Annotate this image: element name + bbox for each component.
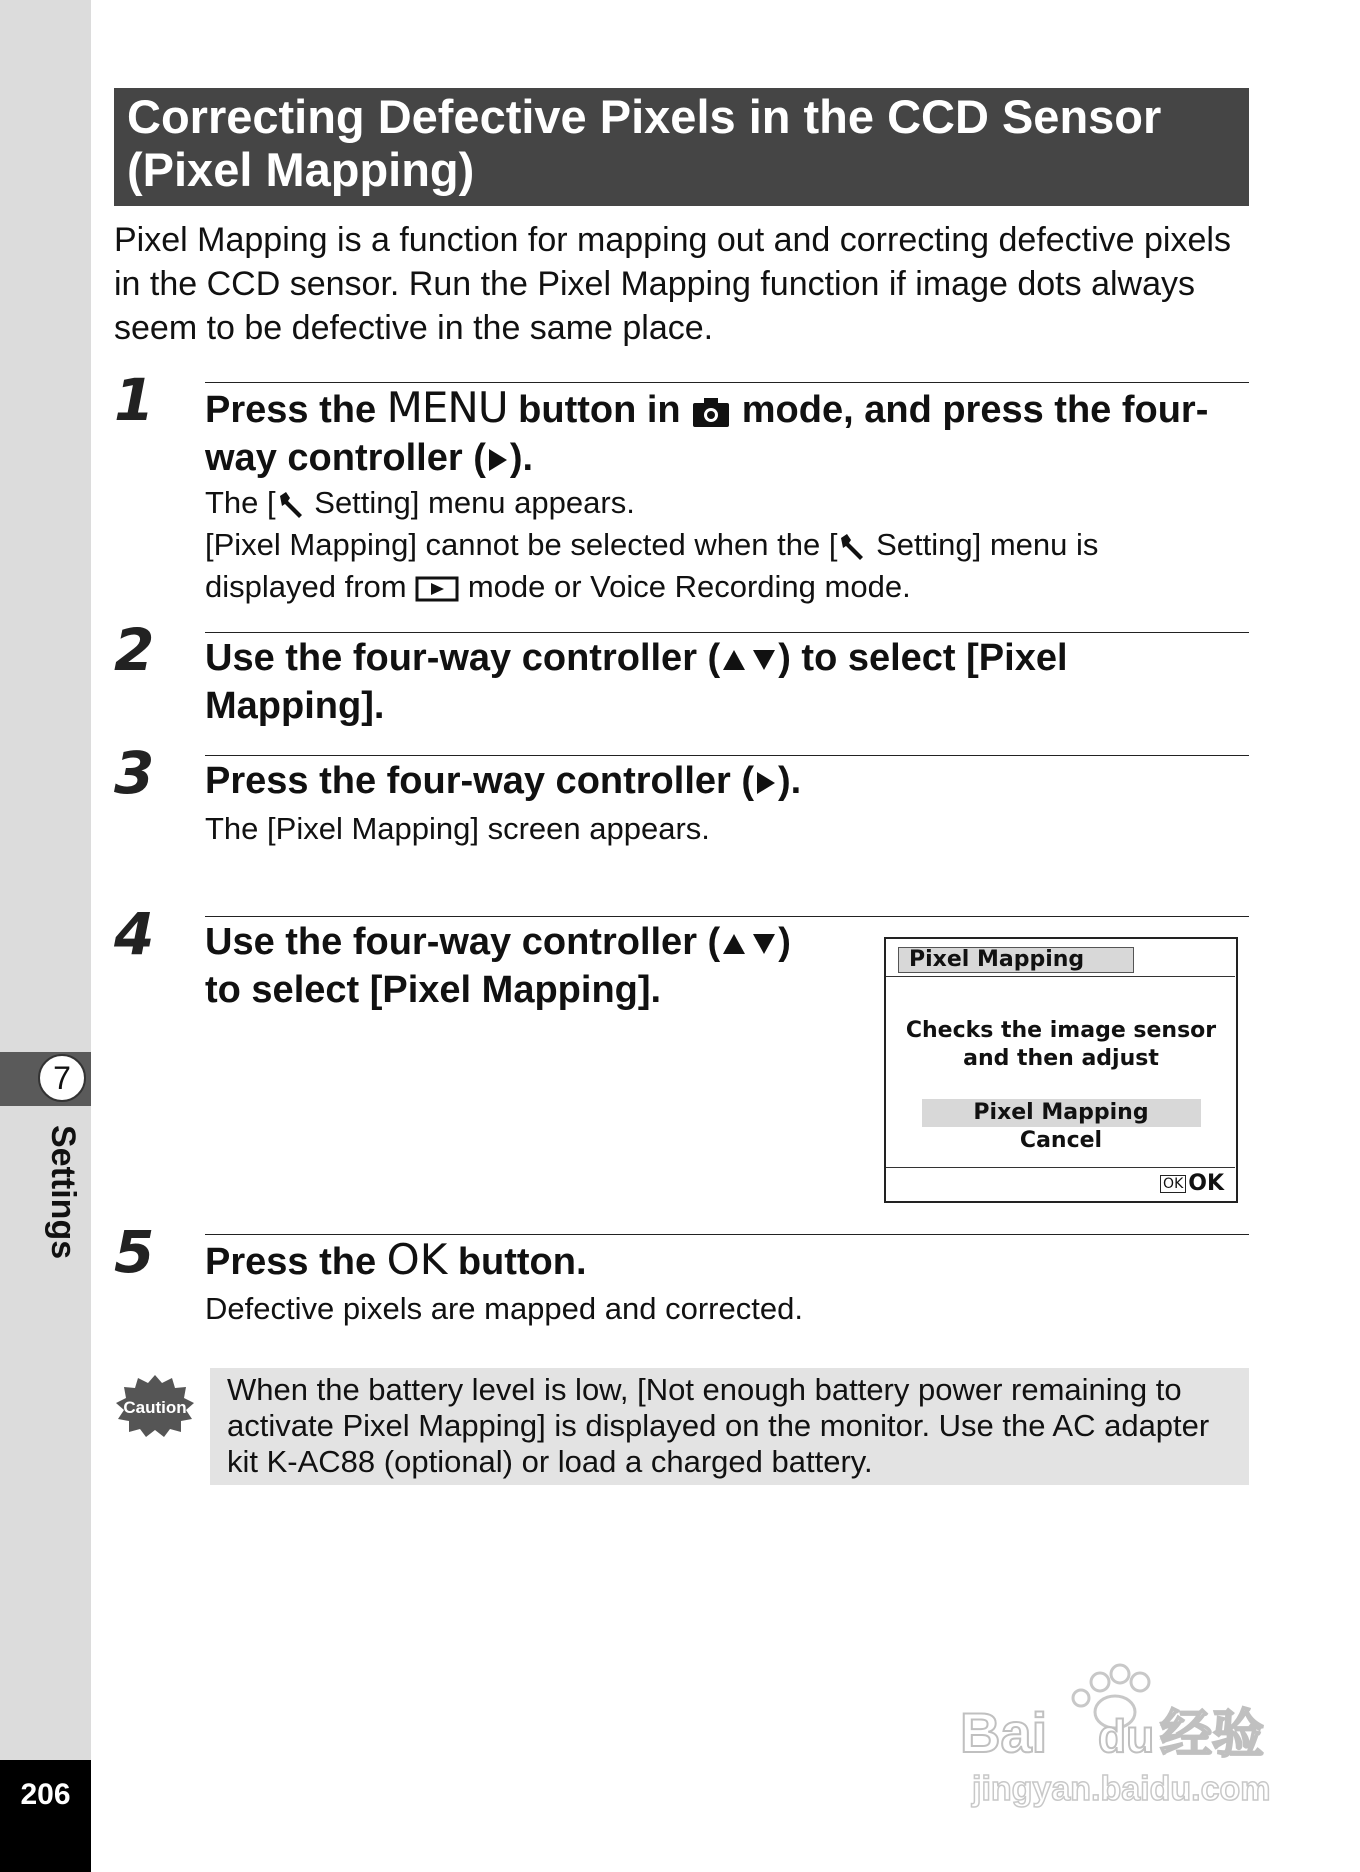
up-down-arrows-icon	[720, 930, 778, 958]
step-2-text-c: Mapping].	[205, 685, 385, 727]
step-1-heading	[205, 384, 1265, 482]
sidebar	[0, 0, 91, 1872]
screen-message-line2: and then adjust	[963, 1046, 1159, 1071]
step-1-body-2a: [Pixel Mapping] cannot be selected when the [	[205, 527, 838, 562]
page-number-box	[0, 1760, 91, 1872]
right-arrow-icon	[486, 446, 510, 474]
camera-icon	[691, 396, 731, 428]
page-number: 206	[20, 1778, 71, 1811]
step-1-text-d: way controller (	[205, 437, 486, 479]
ok-button-label: OK	[386, 1235, 448, 1284]
chapter-label-text: Settings	[44, 1125, 82, 1260]
step-2-number: 2	[114, 616, 155, 684]
step-4-text-c: to select [Pixel Mapping].	[205, 969, 662, 1011]
step-1-text-a: Press the	[205, 389, 387, 431]
step-1-body-3b: mode or Voice Recording mode.	[459, 569, 911, 604]
ok-button-icon: OK	[1160, 1175, 1186, 1193]
screen-message-line1: Checks the image sensor	[905, 1018, 1217, 1043]
step-5-rule	[205, 1234, 1249, 1235]
step-5-text-a: Press the	[205, 1241, 387, 1283]
menu-button-label: MENU	[386, 383, 508, 432]
up-down-arrows-icon	[720, 646, 778, 674]
step-4-rule	[205, 916, 1249, 917]
baidu-watermark	[960, 1660, 1280, 1820]
caution-icon-label: Caution	[123, 1398, 187, 1417]
step-3-text-a: Press the four-way controller (	[205, 760, 755, 802]
caution-icon	[114, 1373, 196, 1439]
step-5-heading	[205, 1236, 1265, 1286]
step-1-body-1b: Setting] menu appears.	[305, 485, 635, 520]
screen-tab: Pixel Mapping	[898, 947, 1134, 973]
step-3-rule	[205, 755, 1249, 756]
watermark-url: jingyan.baidu.com	[972, 1770, 1271, 1808]
wrench-icon	[837, 532, 867, 562]
step-2-rule	[205, 632, 1249, 633]
right-arrow-icon	[754, 769, 778, 797]
step-2-heading	[205, 634, 1265, 730]
step-4-number: 4	[114, 900, 155, 968]
page-title-line2: (Pixel Mapping)	[127, 143, 475, 196]
step-3-number: 3	[114, 739, 155, 807]
step-1-body-1a: The [	[205, 485, 276, 520]
step-5-number: 5	[114, 1218, 155, 1286]
chapter-number: 7	[38, 1054, 86, 1102]
step-4-text-b: )	[778, 921, 791, 963]
step-5-body: Defective pixels are mapped and corrected.	[205, 1291, 803, 1326]
step-2-text-a: Use the four-way controller (	[205, 637, 721, 679]
watermark-brand2: du	[1098, 1710, 1155, 1762]
wrench-icon	[276, 490, 306, 520]
screen-ok-label: OK	[1188, 1171, 1224, 1196]
step-1-number: 1	[114, 366, 155, 434]
screen-message	[886, 1017, 1236, 1073]
screen-divider-bottom	[886, 1167, 1235, 1168]
screen-ok-hint	[1160, 1169, 1224, 1199]
page-title-line1: Correcting Defective Pixels in the CCD Sensor	[127, 90, 1162, 143]
step-1-rule	[205, 382, 1249, 383]
chapter-label	[22, 1125, 82, 1275]
playback-icon	[415, 575, 459, 603]
screen-option-pixel-mapping[interactable]: Pixel Mapping	[973, 1100, 1149, 1125]
intro-paragraph: Pixel Mapping is a function for mapping out and correcting defective pixels in the CCD sensor. Run the Pixel Mapping function if image dots always seem to be defective in the same place.	[114, 221, 1231, 347]
step-1-body-3a: displayed from	[205, 569, 416, 604]
step-1-text-b: button in	[507, 389, 692, 431]
screen-divider-top	[886, 976, 1235, 977]
camera-screen	[884, 937, 1238, 1203]
step-4-heading	[205, 918, 865, 1014]
watermark-cn: 经验	[1160, 1705, 1265, 1765]
step-4-text-a: Use the four-way controller (	[205, 921, 721, 963]
step-5-text-b: button.	[447, 1241, 587, 1283]
step-2-text-b: ) to select [Pixel	[778, 637, 1068, 679]
step-3-body: The [Pixel Mapping] screen appears.	[205, 811, 710, 846]
step-3-text-b: ).	[778, 760, 802, 802]
step-1-text-e: ).	[509, 437, 534, 479]
screen-option-cancel[interactable]: Cancel	[1019, 1128, 1103, 1153]
step-3-heading	[205, 757, 1265, 805]
watermark-brand: Bai	[960, 1701, 1048, 1764]
step-1-text-c: mode, and press the four-	[731, 389, 1209, 431]
page-title	[127, 90, 1237, 196]
caution-text: When the battery level is low, [Not enough battery power remaining to activate Pixel Mapping] is displayed on the monitor. Use the AC adapter kit K-AC88 (optional) or load a charged battery.	[227, 1372, 1210, 1479]
step-1-body-2b: Setting] menu is	[867, 527, 1099, 562]
step-1-body	[205, 482, 1265, 608]
